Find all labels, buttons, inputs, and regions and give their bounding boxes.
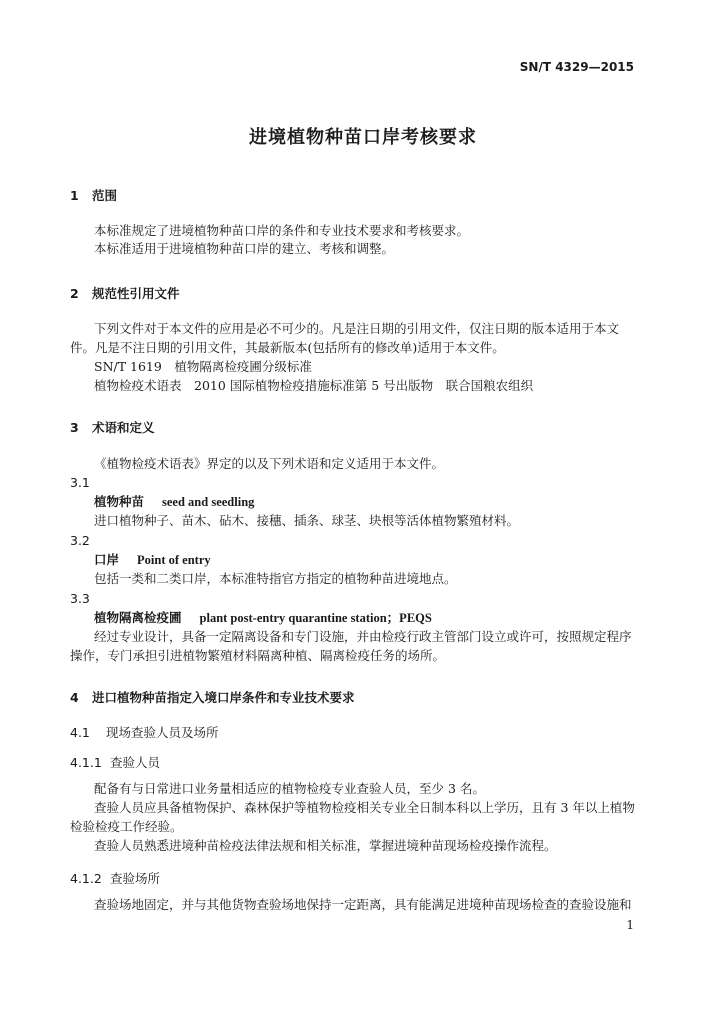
term-entry (94, 493, 639, 511)
subsection-number: 4.1 (70, 725, 90, 740)
subsection-4-1-heading (70, 723, 219, 741)
term-english: plant post-entry quarantine station；PEQS (199, 611, 432, 625)
subsection-number: 4.1.1 (70, 755, 102, 770)
document-code: SN/T 4329—2015 (519, 60, 634, 74)
subsection-title: 现场查验人员及场所 (106, 725, 219, 740)
term-entry (94, 551, 639, 569)
term-definition: 包括一类和二类口岸，本标准特指官方指定的植物种苗进境地点。 (94, 571, 457, 586)
term-number: 3.1 (70, 475, 90, 490)
subsection-title: 查验人员 (110, 755, 161, 770)
term-definition: 进口植物种子、苗木、砧木、接穗、插条、球茎、块根等活体植物繁殖材料。 (94, 513, 520, 528)
term-definition: 经过专业设计，具备一定隔离设备和专门设施，并由检疫行政主管部门设立或许可，按照规定程序 (94, 629, 632, 644)
document-title: 进境植物种苗口岸考核要求 (249, 127, 477, 148)
section-title: 进口植物种苗指定入境口岸条件和专业技术要求 (92, 690, 355, 705)
paragraph: 查验场地固定，并与其他货物查验场地保持一定距离，具有能满足进境种苗现场检查的查验设施和 (94, 897, 632, 912)
section-title: 规范性引用文件 (92, 286, 180, 301)
term-entry (94, 609, 639, 627)
term-number: 3.2 (70, 533, 90, 548)
paragraph-continuation: 检验检疫工作经验。 (70, 819, 183, 834)
term-chinese: 口岸 (94, 552, 120, 567)
section-4-heading (70, 688, 355, 706)
term-chinese: 植物种苗 (94, 494, 145, 509)
subsection-4-1-1-heading (70, 753, 160, 771)
subsection-4-1-2-heading (70, 869, 160, 887)
subsection-title: 查验场所 (110, 871, 161, 886)
section-number: 2 (70, 286, 79, 301)
term-english: seed and seedling (162, 495, 255, 509)
paragraph-continuation: 件。凡是不注日期的引用文件，其最新版本(包括所有的修改单)适用于本文件。 (70, 340, 505, 355)
paragraph: 下列文件对于本文件的应用是必不可少的。凡是注日期的引用文件，仅注日期的版本适用于本文 (94, 321, 620, 336)
subsection-number: 4.1.2 (70, 871, 102, 886)
page-number: 1 (626, 918, 634, 932)
section-3-heading (70, 418, 155, 436)
section-number: 1 (70, 188, 79, 203)
paragraph: 本标准适用于进境植物种苗口岸的建立、考核和调整。 (94, 241, 395, 256)
paragraph: 本标准规定了进境植物种苗口岸的条件和专业技术要求和考核要求。 (94, 223, 470, 238)
normative-reference: SN/T 1619 植物隔离检疫圃分级标准 (94, 359, 312, 374)
section-2-heading (70, 284, 180, 302)
section-number: 3 (70, 420, 79, 435)
paragraph: 查验人员应具备植物保护、森林保护等植物检疫相关专业全日制本科以上学历，且有 3 年以上植物 (94, 800, 635, 815)
paragraph: 查验人员熟悉进境种苗检疫法律法规和相关标准，掌握进境种苗现场检疫操作流程。 (94, 838, 557, 853)
section-1-heading (70, 186, 117, 204)
term-definition-continuation: 操作，专门承担引进植物繁殖材料隔离种植、隔离检疫任务的场所。 (70, 648, 446, 663)
term-chinese: 植物隔离检疫圃 (94, 610, 182, 625)
term-number: 3.3 (70, 591, 90, 606)
paragraph: 《植物检疫术语表》界定的以及下列术语和定义适用于本文件。 (94, 456, 445, 471)
section-title: 术语和定义 (92, 420, 155, 435)
paragraph: 配备有与日常进口业务量相适应的植物检疫专业查验人员，至少 3 名。 (94, 781, 485, 796)
section-number: 4 (70, 690, 79, 705)
normative-reference: 植物检疫术语表 2010 国际植物检疫措施标准第 5 号出版物 联合国粮农组织 (94, 378, 534, 393)
term-english: Point of entry (137, 553, 211, 567)
section-title: 范围 (92, 188, 118, 203)
